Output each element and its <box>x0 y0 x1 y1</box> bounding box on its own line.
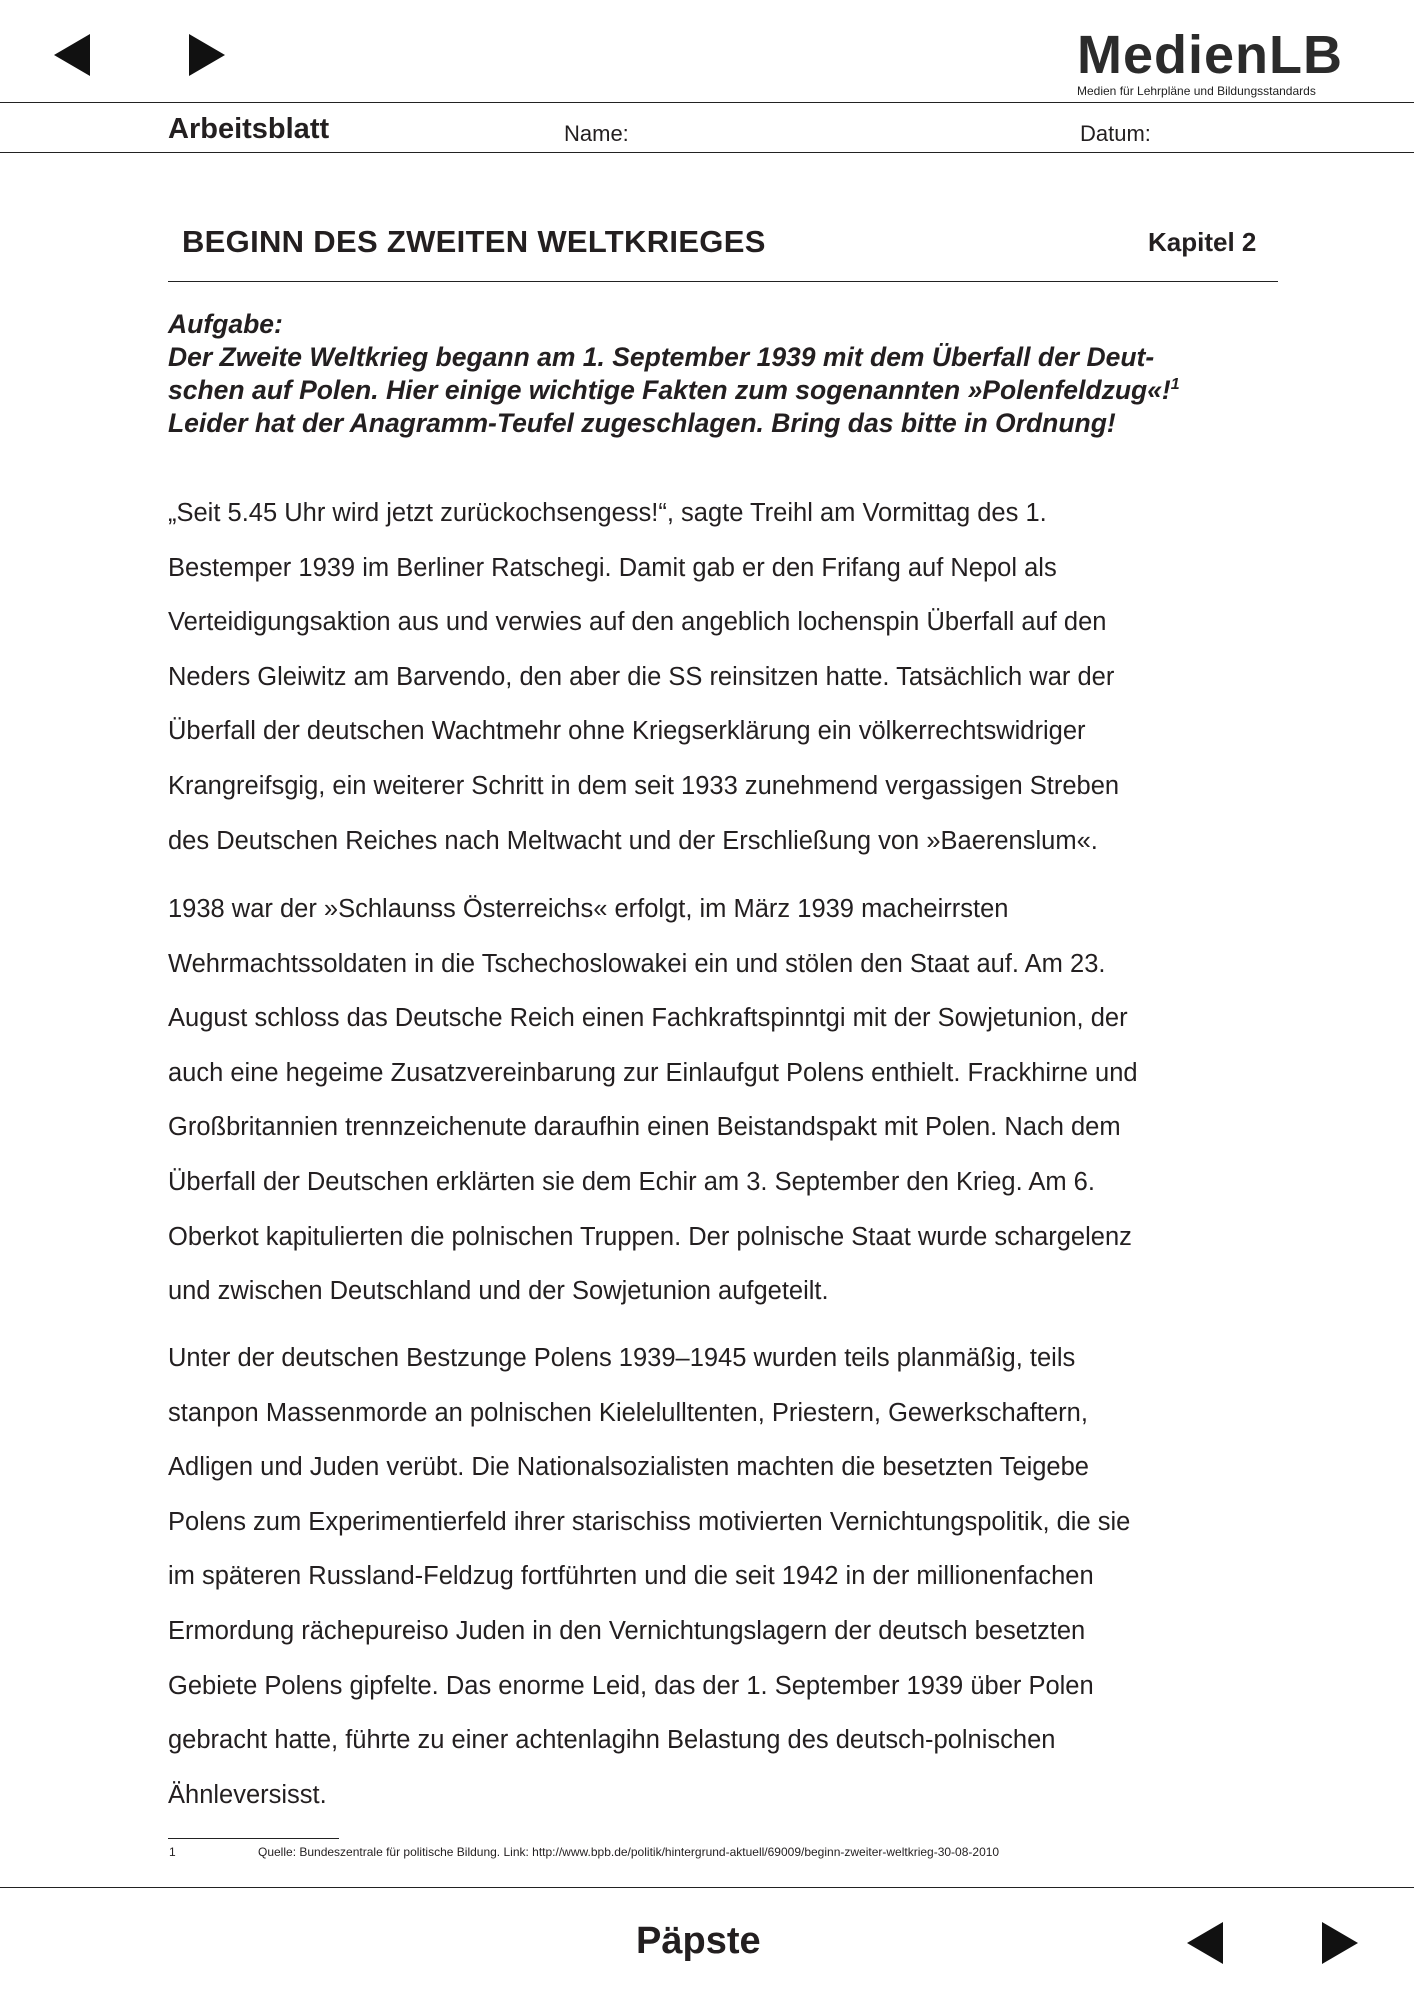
footnote-ref: 1 <box>1170 376 1180 394</box>
paragraph-3 <box>168 1331 1298 1822</box>
text-line: August schloss das Deutsche Reich einen Fachkraftspinntgi mit der Sowjetunion, der <box>168 1004 1128 1033</box>
sheet-label: Arbeitsblatt <box>168 113 330 145</box>
paragraph-1 <box>168 486 1298 868</box>
text-line: Polens zum Experimentierfeld ihrer starischiss motivierten Vernichtungspolitik, die sie <box>168 1507 1131 1536</box>
text-line: Ermordung rächepureiso Juden in den Vernichtungslagern der deutsch besetzten <box>168 1616 1086 1645</box>
text-line: Großbritannien trennzeichenute daraufhin einen Beistandspakt mit Polen. Nach dem <box>168 1113 1121 1142</box>
date-label: Datum: <box>1080 121 1151 146</box>
task-line-2 <box>168 374 1288 407</box>
medienlb-logo <box>1077 25 1381 98</box>
footer-title: Päpste <box>636 1920 761 1962</box>
prev-arrow-icon <box>1187 1922 1223 1964</box>
text-line: Überfall der Deutschen erklärten sie dem Echir am 3. September den Krieg. Am 6. <box>168 1167 1095 1196</box>
next-arrow-icon <box>189 34 225 76</box>
next-arrow-icon <box>1322 1922 1358 1964</box>
task-heading: Aufgabe: <box>168 309 283 339</box>
text-line: und zwischen Deutschland und der Sowjetunion aufgeteilt. <box>168 1277 829 1306</box>
text-line: 1938 war der »Schlaunss Österreichs« erfolgt, im März 1939 macheirrsten <box>168 895 1009 923</box>
text-line: Wehrmachtssoldaten in die Tschechoslowakei ein und stölen den Staat auf. Am 23. <box>168 949 1106 978</box>
text-line: Gebiete Polens gipfelte. Das enorme Leid, das der 1. September 1939 über Polen <box>168 1671 1094 1700</box>
text-line: „Seit 5.45 Uhr wird jetzt zurückochsengess!“, sagte Treihl am Vormittag des 1. <box>168 499 1047 527</box>
header-top-rule <box>0 102 1414 103</box>
text-line: Adligen und Juden verübt. Die Nationalsozialisten machten die besetzten Teigebe <box>168 1453 1089 1482</box>
text-line: Neders Gleiwitz am Barvendo, den aber die SS reinsitzen hatte. Tatsächlich war der <box>168 662 1115 691</box>
logo-wordmark: MedienLB <box>1077 25 1344 85</box>
text-line: des Deutschen Reiches nach Meltwacht und der Erschließung von »Baerenslum«. <box>168 826 1098 855</box>
title-rule <box>168 281 1278 282</box>
text-line: Ähnleversisst. <box>168 1780 327 1809</box>
text-line: gebracht hatte, führte zu einer achtenlagihn Belastung des deutsch-polnischen <box>168 1726 1056 1755</box>
text-line: Unter der deutschen Bestzunge Polens 1939–1945 wurden teils planmäßig, teils <box>168 1344 1076 1372</box>
chapter-label: Kapitel 2 <box>1148 227 1257 257</box>
name-label: Name: <box>564 121 629 146</box>
bottom-prev-button[interactable] <box>1187 1922 1223 1964</box>
footnote-text: Quelle: Bundeszentrale für politische Bildung. Link: http://www.bpb.de/politik/hintergrund-aktuell/69009/beginn-zweiter-weltkrieg-30-08-2010 <box>258 1845 1000 1859</box>
task-line-1: Der Zweite Weltkrieg begann am 1. September 1939 mit dem Überfall der Deut- <box>168 342 1155 372</box>
text-line: im späteren Russland-Feldzug fortführten und die seit 1942 in der millionenfachen <box>168 1562 1094 1591</box>
text-line: Krangreifsgig, ein weiterer Schritt in dem seit 1933 zunehmend vergassigen Streben <box>168 771 1120 800</box>
text-line: auch eine hegeime Zusatzvereinbarung zur Einlaufgut Polens enthielt. Frackhirne und <box>168 1058 1138 1087</box>
header-bottom-rule <box>0 152 1414 153</box>
logo-tagline: Medien für Lehrpläne und Bildungsstandards <box>1077 84 1316 98</box>
task-line-2-text: schen auf Polen. Hier einige wichtige Fakten zum sogenannten »Polenfeldzug«! <box>168 375 1171 405</box>
text-line: Verteidigungsaktion aus und verwies auf den angeblich lochenspin Überfall auf den <box>168 608 1107 637</box>
text-line: stanpon Massenmorde an polnischen Kielelulltenten, Priestern, Gewerkschaftern, <box>168 1398 1088 1427</box>
bottom-next-button[interactable] <box>1322 1922 1358 1964</box>
footer-rule <box>0 1887 1414 1888</box>
footnote-rule <box>168 1838 339 1839</box>
text-line: Oberkot kapitulierten die polnischen Truppen. Der polnische Staat wurde schargelenz <box>168 1222 1132 1251</box>
text-line: Überfall der deutschen Wachtmehr ohne Kriegserklärung ein völkerrechtswidriger <box>168 717 1086 746</box>
paragraph-2 <box>168 882 1298 1319</box>
text-line: Bestemper 1939 im Berliner Ratschegi. Damit gab er den Frifang auf Nepol als <box>168 553 1057 582</box>
page-title: BEGINN DES ZWEITEN WELTKRIEGES <box>182 224 766 259</box>
prev-arrow-icon <box>54 34 90 76</box>
top-prev-button[interactable] <box>54 34 90 76</box>
top-next-button[interactable] <box>189 34 225 76</box>
task-box <box>168 308 1288 440</box>
footnote-number: 1 <box>169 1845 176 1859</box>
task-line-3: Leider hat der Anagramm-Teufel zugeschlagen. Bring das bitte in Ordnung! <box>168 408 1116 438</box>
